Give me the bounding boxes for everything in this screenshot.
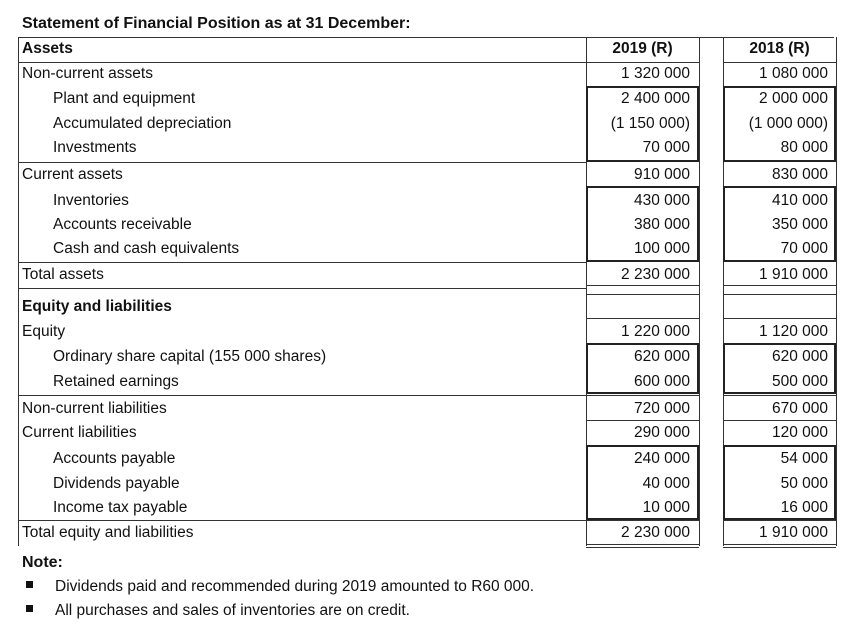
- statement-title: Statement of Financial Position as at 31 December:: [22, 15, 411, 32]
- row-rule: [18, 288, 586, 289]
- cell-rule: [723, 318, 836, 319]
- row-label: Inventories: [53, 192, 129, 209]
- row-label: Total equity and liabilities: [22, 524, 194, 541]
- row-label: Cash and cash equivalents: [53, 240, 240, 257]
- value-2018: 70 000: [780, 240, 828, 257]
- value-2019: 720 000: [633, 400, 690, 417]
- value-2019: 240 000: [633, 450, 690, 467]
- row-label: Current assets: [22, 166, 123, 183]
- value-2019: 70 000: [642, 139, 690, 156]
- value-2019: 1 220 000: [621, 323, 690, 340]
- value-2019: 40 000: [642, 475, 690, 492]
- row-label: Equity: [22, 323, 66, 340]
- value-2018: 1 910 000: [759, 266, 828, 283]
- value-2019: 1 320 000: [621, 65, 690, 82]
- note-text: Dividends paid and recommended during 2019 amounted to R60 000.: [55, 578, 535, 595]
- note-text: All purchases and sales of inventories are on credit.: [55, 602, 410, 619]
- value-2018: 2 000 000: [759, 90, 828, 107]
- value-2018: 50 000: [780, 475, 828, 492]
- value-2019: 2 400 000: [621, 90, 690, 107]
- cell-rule: [586, 395, 699, 396]
- value-2018: 620 000: [771, 348, 828, 365]
- row-label: Current liabilities: [22, 424, 137, 441]
- cell-rule: [723, 294, 836, 295]
- note-title: Note:: [22, 554, 63, 571]
- table-top-rule: [18, 37, 834, 38]
- value-2019: 2 230 000: [621, 266, 690, 283]
- value-2018: 1 120 000: [759, 323, 828, 340]
- value-2019: 2 230 000: [621, 524, 690, 541]
- table-left-rule: [18, 37, 19, 546]
- value-2018: 350 000: [771, 216, 828, 233]
- value-2019: 600 000: [633, 373, 690, 390]
- section-heading: Equity and liabilities: [22, 298, 172, 315]
- row-label: Retained earnings: [53, 373, 179, 390]
- value-2018: 830 000: [771, 166, 828, 183]
- double-underline: [723, 547, 836, 548]
- row-label: Ordinary share capital (155 000 shares): [53, 348, 327, 365]
- note-item: [22, 576, 534, 598]
- value-2018: 54 000: [780, 450, 828, 467]
- value-2018: 670 000: [771, 400, 828, 417]
- row-label: Accounts payable: [53, 450, 176, 467]
- value-2018: 120 000: [771, 424, 828, 441]
- row-label: Accumulated depreciation: [53, 115, 232, 132]
- double-underline: [586, 547, 699, 548]
- value-2019: 380 000: [633, 216, 690, 233]
- value-2018: 1 910 000: [759, 524, 828, 541]
- value-2019: 10 000: [642, 499, 690, 516]
- year-2019-header: 2019 (R): [612, 40, 673, 57]
- row-rule: [18, 395, 586, 396]
- row-label: Plant and equipment: [53, 90, 196, 107]
- cell-rule: [586, 318, 699, 319]
- cell-rule: [586, 294, 699, 295]
- row-label: Dividends payable: [53, 475, 180, 492]
- assets-header: Assets: [22, 40, 73, 57]
- value-2019: (1 150 000): [610, 115, 690, 132]
- row-label: Non-current assets: [22, 65, 153, 82]
- col2019-right-rule: [699, 37, 700, 546]
- bullet-icon: [26, 581, 33, 588]
- value-2018: 16 000: [780, 499, 828, 516]
- cell-rule: [723, 395, 836, 396]
- row-label: Income tax payable: [53, 499, 188, 516]
- value-2019: 290 000: [633, 424, 690, 441]
- value-2018: 500 000: [771, 373, 828, 390]
- col2018-right-rule: [836, 37, 837, 546]
- bullet-icon: [26, 605, 33, 612]
- value-2018: 1 080 000: [759, 65, 828, 82]
- year-2018-header: 2018 (R): [749, 40, 810, 57]
- row-label: Non-current liabilities: [22, 400, 167, 417]
- value-2019: 910 000: [633, 166, 690, 183]
- value-2018: (1 000 000): [748, 115, 828, 132]
- value-2019: 620 000: [633, 348, 690, 365]
- value-2019: 100 000: [633, 240, 690, 257]
- value-2018: 80 000: [780, 139, 828, 156]
- note-item: [22, 600, 410, 622]
- row-label: Accounts receivable: [53, 216, 192, 233]
- value-2018: 410 000: [771, 192, 828, 209]
- row-label: Total assets: [22, 266, 104, 283]
- row-label: Investments: [53, 139, 137, 156]
- value-2019: 430 000: [633, 192, 690, 209]
